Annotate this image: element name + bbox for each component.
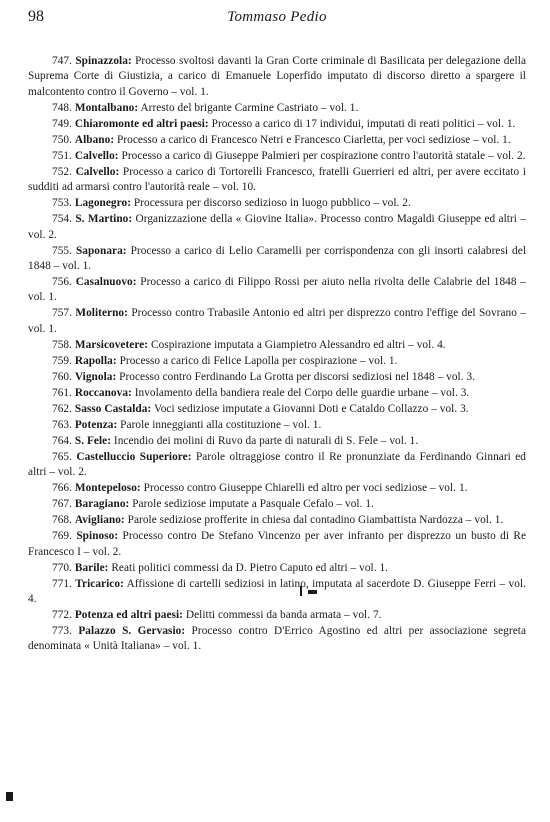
- entry-number: 757.: [52, 307, 72, 320]
- entry-place: Casalnuovo:: [75, 276, 137, 289]
- entry-text: Processo a carico di Lelio Caramelli per corrispondenza con gli insorti calabresi del 1848 – vol. 1.: [28, 244, 527, 273]
- entry-place: Potenza:: [74, 418, 118, 431]
- entry-text: Parole sediziose profferite in chiesa dal contadino Giambattista Nardozza – vol. 1.: [127, 514, 504, 527]
- entry-place: Spinoso:: [76, 530, 119, 543]
- entry-place: Vignola:: [74, 370, 117, 383]
- entry-place: Moliterno:: [75, 307, 128, 320]
- entry-text: Processo contro D'Errico Agostino ed altri per associazione segreta denominata « Unità Italiana» – vol. 1.: [28, 625, 527, 653]
- entry-text: Processo contro Giuseppe Chiarelli ed altro per voci sediziose – vol. 1.: [143, 482, 468, 495]
- entry-number: 754.: [52, 213, 72, 226]
- entry-number: 765.: [52, 450, 72, 463]
- entry-place: Palazzo S. Gervasio:: [78, 625, 186, 638]
- entry-number: 763.: [52, 418, 72, 431]
- list-item: [28, 418, 526, 433]
- entry-text: Incendio dei molini di Ruvo da parte di naturali di S. Fele – vol. 1.: [113, 434, 419, 447]
- entry-text: Arresto del brigante Carmine Castriato – vol. 1.: [140, 101, 359, 114]
- entry-number: 771.: [52, 577, 72, 590]
- list-item: [28, 338, 526, 353]
- entry-place: Sasso Castalda:: [74, 402, 152, 415]
- entry-text: Voci sediziose imputate a Giovanni Doti e Cataldo Collazzo – vol. 3.: [153, 402, 469, 415]
- entry-number: 759.: [52, 354, 72, 367]
- entry-text: Processo a carico di 17 individui, imputati di reati politici – vol. 1.: [211, 117, 516, 130]
- entry-place: Calvello:: [75, 165, 120, 178]
- entry-place: Barile:: [74, 561, 109, 574]
- entry-number: 768.: [52, 514, 72, 527]
- entry-number: 762.: [52, 402, 72, 415]
- list-item: [28, 481, 526, 496]
- list-item: [28, 577, 526, 608]
- list-item: [28, 450, 526, 481]
- entry-text: Processo a carico di Giuseppe Palmieri per cospirazione contro l'autorità statale – vol. 2.: [121, 149, 526, 162]
- entry-number: 747.: [52, 55, 72, 67]
- entry-text: Processura per discorso sedizioso in luogo pubblico – vol. 2.: [133, 197, 411, 210]
- entry-number: 769.: [52, 530, 72, 543]
- entry-number: 773.: [52, 625, 72, 638]
- entry-place: Montalbano:: [74, 101, 139, 114]
- entry-place: Calvello:: [74, 149, 119, 162]
- document-page: [28, 8, 526, 655]
- entry-place: Rapolla:: [74, 354, 117, 367]
- entry-place: Tricarico:: [75, 577, 124, 590]
- ink-mark: [300, 586, 316, 596]
- entry-number: 752.: [52, 165, 72, 178]
- list-item: [28, 275, 526, 306]
- list-item: [28, 244, 526, 275]
- list-item: [28, 402, 526, 417]
- entry-place: Marsicovetere:: [74, 338, 149, 351]
- entry-place: Saponara:: [75, 244, 127, 257]
- list-item: [28, 529, 526, 560]
- entry-place: Avigliano:: [74, 514, 125, 527]
- entry-text: Reati politici commessi da D. Pietro Caputo ed altri – vol. 1.: [111, 561, 389, 574]
- entry-place: Lagonegro:: [74, 197, 132, 210]
- entry-number: 750.: [52, 133, 72, 146]
- list-item: [28, 101, 526, 116]
- running-head: Tommaso Pedio: [227, 9, 327, 25]
- entry-place: Baragiano:: [74, 498, 130, 511]
- list-item: [28, 354, 526, 369]
- corner-mark: [6, 792, 13, 801]
- entry-text: Processo contro De Stefano Vincenzo per aver infranto per disprezzo un busto di Re Francesco I – vol. 2.: [28, 530, 527, 558]
- list-item: [28, 54, 526, 100]
- entry-number: 767.: [52, 498, 72, 511]
- entry-text: Processo contro Trabasile Antonio ed altri per disprezzo contro l'effige del Sovrano – vol. 1.: [28, 307, 527, 335]
- entry-text: Parole sediziose imputate a Pasquale Cefalo – vol. 1.: [132, 498, 374, 511]
- entry-number: 764.: [52, 434, 72, 447]
- entry-place: Castelluccio Superiore:: [76, 450, 192, 463]
- list-item: [28, 212, 526, 243]
- list-item: [28, 117, 526, 132]
- entry-place: Montepeloso:: [74, 482, 141, 495]
- page-header: [28, 8, 526, 32]
- entry-number: 756.: [52, 276, 72, 289]
- page-number: 98: [28, 8, 44, 25]
- entry-number: 753.: [52, 197, 72, 210]
- entry-number: 766.: [52, 482, 72, 495]
- entry-text: Processo contro Ferdinando La Grotta per discorsi sediziosi nel 1848 – vol. 3.: [119, 370, 476, 383]
- entry-text: Involamento della bandiera reale del Corpo delle guardie urbane – vol. 3.: [134, 386, 470, 399]
- entry-text: Processo a carico di Tortorelli Francesco, fratelli Guerrieri ed altri, per avere eccitato i sudditi ad armarsi contro l'autorità reale – vol. 10.: [28, 165, 527, 194]
- list-item: [28, 165, 526, 196]
- list-item: [28, 386, 526, 401]
- entry-text: Processo a carico di Felice Lapolla per cospirazione – vol. 1.: [119, 354, 398, 367]
- entry-number: 770.: [52, 561, 72, 574]
- entry-text: Processo svoltosi davanti la Gran Corte criminale di Basilicata per delegazione della Suprema Corte di Giustizia, a carico di Emanuele Loperfido imputato di discorso diretto a spargere il malcontento contro il Governo – vol. 1.: [28, 55, 527, 98]
- entry-list: [28, 54, 526, 655]
- entry-number: 749.: [52, 117, 72, 130]
- entry-place: S. Martino:: [75, 213, 133, 226]
- entry-place: Roccanova:: [74, 386, 132, 399]
- list-item: [28, 561, 526, 576]
- entry-text: Organizzazione della « Giovine Italia». Processo contro Magaldi Giuseppe ed altri – vol. 2.: [28, 213, 527, 241]
- list-item: [28, 149, 526, 164]
- list-item: [28, 513, 526, 528]
- entry-place: Albano:: [74, 133, 115, 146]
- entry-place: Potenza ed altri paesi:: [74, 609, 183, 622]
- entry-place: Chiaromonte ed altri paesi:: [74, 117, 209, 130]
- list-item: [28, 133, 526, 148]
- entry-text: Parole oltraggiose contro il Re pronunziate da Ferdinando Ginnari ed altri – vol. 2.: [28, 450, 527, 479]
- entry-number: 758.: [52, 338, 72, 351]
- entry-text: Affissione di cartelli sediziosi in latino, imputata al sacerdote D. Giuseppe Ferri – vol. 4.: [28, 577, 526, 606]
- list-item: [28, 370, 526, 385]
- entry-number: 755.: [52, 244, 72, 257]
- list-item: [28, 608, 526, 623]
- entry-number: 748.: [52, 101, 72, 114]
- list-item: [28, 306, 526, 337]
- entry-number: 761.: [52, 386, 72, 399]
- entry-number: 751.: [52, 149, 72, 162]
- entry-text: Parole inneggianti alla costituzione – vol. 1.: [120, 418, 322, 431]
- list-item: [28, 196, 526, 211]
- list-item: [28, 434, 526, 449]
- list-item: [28, 497, 526, 512]
- entry-text: Processo a carico di Filippo Rossi per aiuto nella rivolta delle Calabrie del 1848 – vol. 1.: [28, 276, 526, 304]
- entry-text: Delitti commessi da banda armata – vol. 7.: [185, 609, 382, 622]
- entry-number: 772.: [52, 609, 72, 622]
- entry-number: 760.: [52, 370, 72, 383]
- entry-text: Processo a carico di Francesco Netri e Francesco Ciarletta, per voci sediziose – vol. 1.: [117, 133, 511, 146]
- entry-text: Cospirazione imputata a Giampietro Alessandro ed altri – vol. 4.: [150, 338, 446, 351]
- list-item: [28, 624, 526, 655]
- entry-place: S. Fele:: [74, 434, 112, 447]
- entry-place: Spinazzola:: [75, 55, 132, 67]
